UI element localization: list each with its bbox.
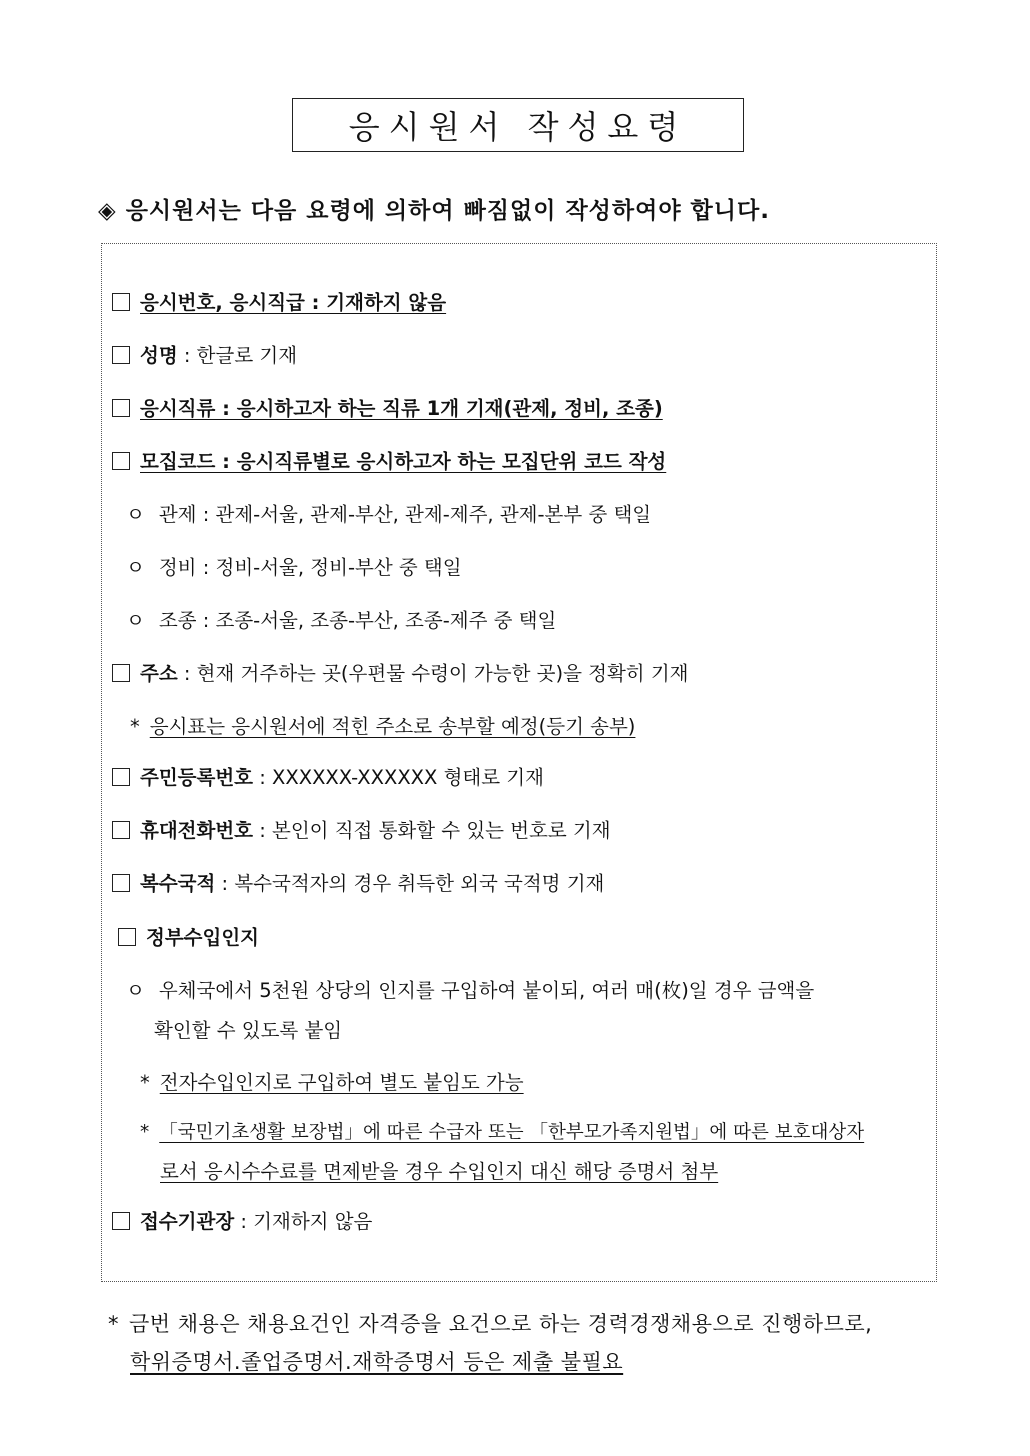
item-seal-text: : 기재하지 않음 <box>234 1210 373 1233</box>
item-phone-label: 휴대전화번호 <box>140 819 254 842</box>
item-address-note-text: 응시표는 응시원서에 적힌 주소로 송부할 예정(등기 송부) <box>149 715 636 738</box>
circle-bullet-icon: ㅇ <box>126 503 145 526</box>
checkbox-icon <box>112 452 130 470</box>
item-code <box>112 452 666 472</box>
circle-bullet-icon: ㅇ <box>126 979 145 1002</box>
asterisk-icon: * <box>140 1122 150 1143</box>
footer-line-1-text: 금번 채용은 채용요건인 자격증을 요건으로 하는 경력경쟁채용으로 진행하므로, <box>129 1312 873 1336</box>
item-address-note <box>130 717 635 737</box>
checkbox-icon <box>112 768 130 786</box>
item-nationality-label: 복수국적 <box>140 872 216 895</box>
item-stamp <box>118 928 259 948</box>
checkbox-icon <box>118 928 136 946</box>
item-nationality <box>112 874 604 894</box>
item-address-label: 주소 <box>140 662 178 685</box>
item-stamp-label: 정부수입인지 <box>146 926 260 949</box>
item-code-control <box>126 505 651 525</box>
item-name-text: : 한글로 기재 <box>177 344 298 367</box>
circle-bullet-icon: ㅇ <box>126 556 145 579</box>
item-code-maint-text: 정비 : 정비-서울, 정비-부산 중 택일 <box>158 556 462 579</box>
item-stamp-desc-line1: 우체국에서 5천원 상당의 인지를 구입하여 붙이되, 여러 매(枚)일 경우 금액을 <box>158 979 815 1002</box>
item-code-pilot <box>126 611 556 631</box>
checkbox-icon <box>112 821 130 839</box>
item-code-control-text: 관제 : 관제-서울, 관제-부산, 관제-제주, 관제-본부 중 택일 <box>158 503 652 526</box>
item-phone <box>112 821 611 841</box>
checkbox-icon <box>112 293 130 311</box>
asterisk-icon: * <box>108 1312 119 1336</box>
circle-bullet-icon: ㅇ <box>126 609 145 632</box>
item-address <box>112 664 689 684</box>
checkbox-icon <box>112 1212 130 1230</box>
checkbox-icon <box>112 664 130 682</box>
item-name <box>112 346 297 366</box>
item-code-pilot-text: 조종 : 조종-서울, 조종-부산, 조종-제주 중 택일 <box>158 609 557 632</box>
page-title: 응시원서 작성요령 <box>292 98 744 152</box>
footer-line-1 <box>108 1305 948 1343</box>
item-seal-label: 접수기관장 <box>140 1210 235 1233</box>
item-stamp-note-1-text: 전자수입인지로 구입하여 별도 붙임도 가능 <box>159 1071 524 1094</box>
footer-line-2 <box>108 1343 948 1381</box>
diamond-icon: ◈ <box>98 198 117 224</box>
item-job <box>112 399 663 419</box>
item-stamp-note-2 <box>140 1124 864 1143</box>
checkbox-icon <box>112 874 130 892</box>
item-stamp-desc <box>126 981 814 1001</box>
item-code-text: 모집코드 : 응시직류별로 응시하고자 하는 모집단위 코드 작성 <box>140 450 667 473</box>
item-rrn-label: 주민등록번호 <box>140 766 254 789</box>
checkbox-icon <box>112 346 130 364</box>
item-name-label: 성명 <box>140 344 178 367</box>
asterisk-icon: * <box>140 1071 150 1094</box>
item-address-text: : 현재 거주하는 곳(우편물 수령이 가능한 곳)을 정확히 기재 <box>177 662 689 685</box>
item-code-maint <box>126 558 462 578</box>
item-stamp-note-2-line1: 「국민기초생활 보장법」에 따른 수급자 또는 「한부모가족지원법」에 따른 보호대상자 <box>159 1122 865 1143</box>
item-nationality-text: : 복수국적자의 경우 취득한 외국 국적명 기재 <box>215 872 605 895</box>
item-exam-no-text: 응시번호, 응시직급 : 기재하지 않음 <box>140 291 447 314</box>
checkbox-icon <box>112 399 130 417</box>
item-job-text: 응시직류 : 응시하고자 하는 직류 1개 기재(관제, 정비, 조종) <box>140 397 663 420</box>
footer-line-2-text: 학위증명서.졸업증명서.재학증명서 등은 제출 불필요 <box>130 1350 624 1374</box>
asterisk-icon: * <box>130 715 140 738</box>
item-phone-text: : 본인이 직접 통화할 수 있는 번호로 기재 <box>253 819 611 842</box>
item-stamp-note-1 <box>140 1073 524 1093</box>
item-rrn-text: : XXXXXX-XXXXXX 형태로 기재 <box>253 766 544 789</box>
item-stamp-desc-cont: 확인할 수 있도록 붙임 <box>154 1019 343 1042</box>
item-seal <box>112 1212 372 1232</box>
footer-note <box>108 1305 948 1381</box>
item-stamp-note-2-cont: 로서 응시수수료를 면제받을 경우 수입인지 대신 해당 증명서 첨부 <box>160 1160 719 1183</box>
item-exam-no <box>112 293 446 313</box>
subtitle <box>98 192 770 225</box>
subtitle-text: 응시원서는 다음 요령에 의하여 빠짐없이 작성하여야 합니다. <box>125 198 770 224</box>
item-rrn <box>112 768 544 788</box>
